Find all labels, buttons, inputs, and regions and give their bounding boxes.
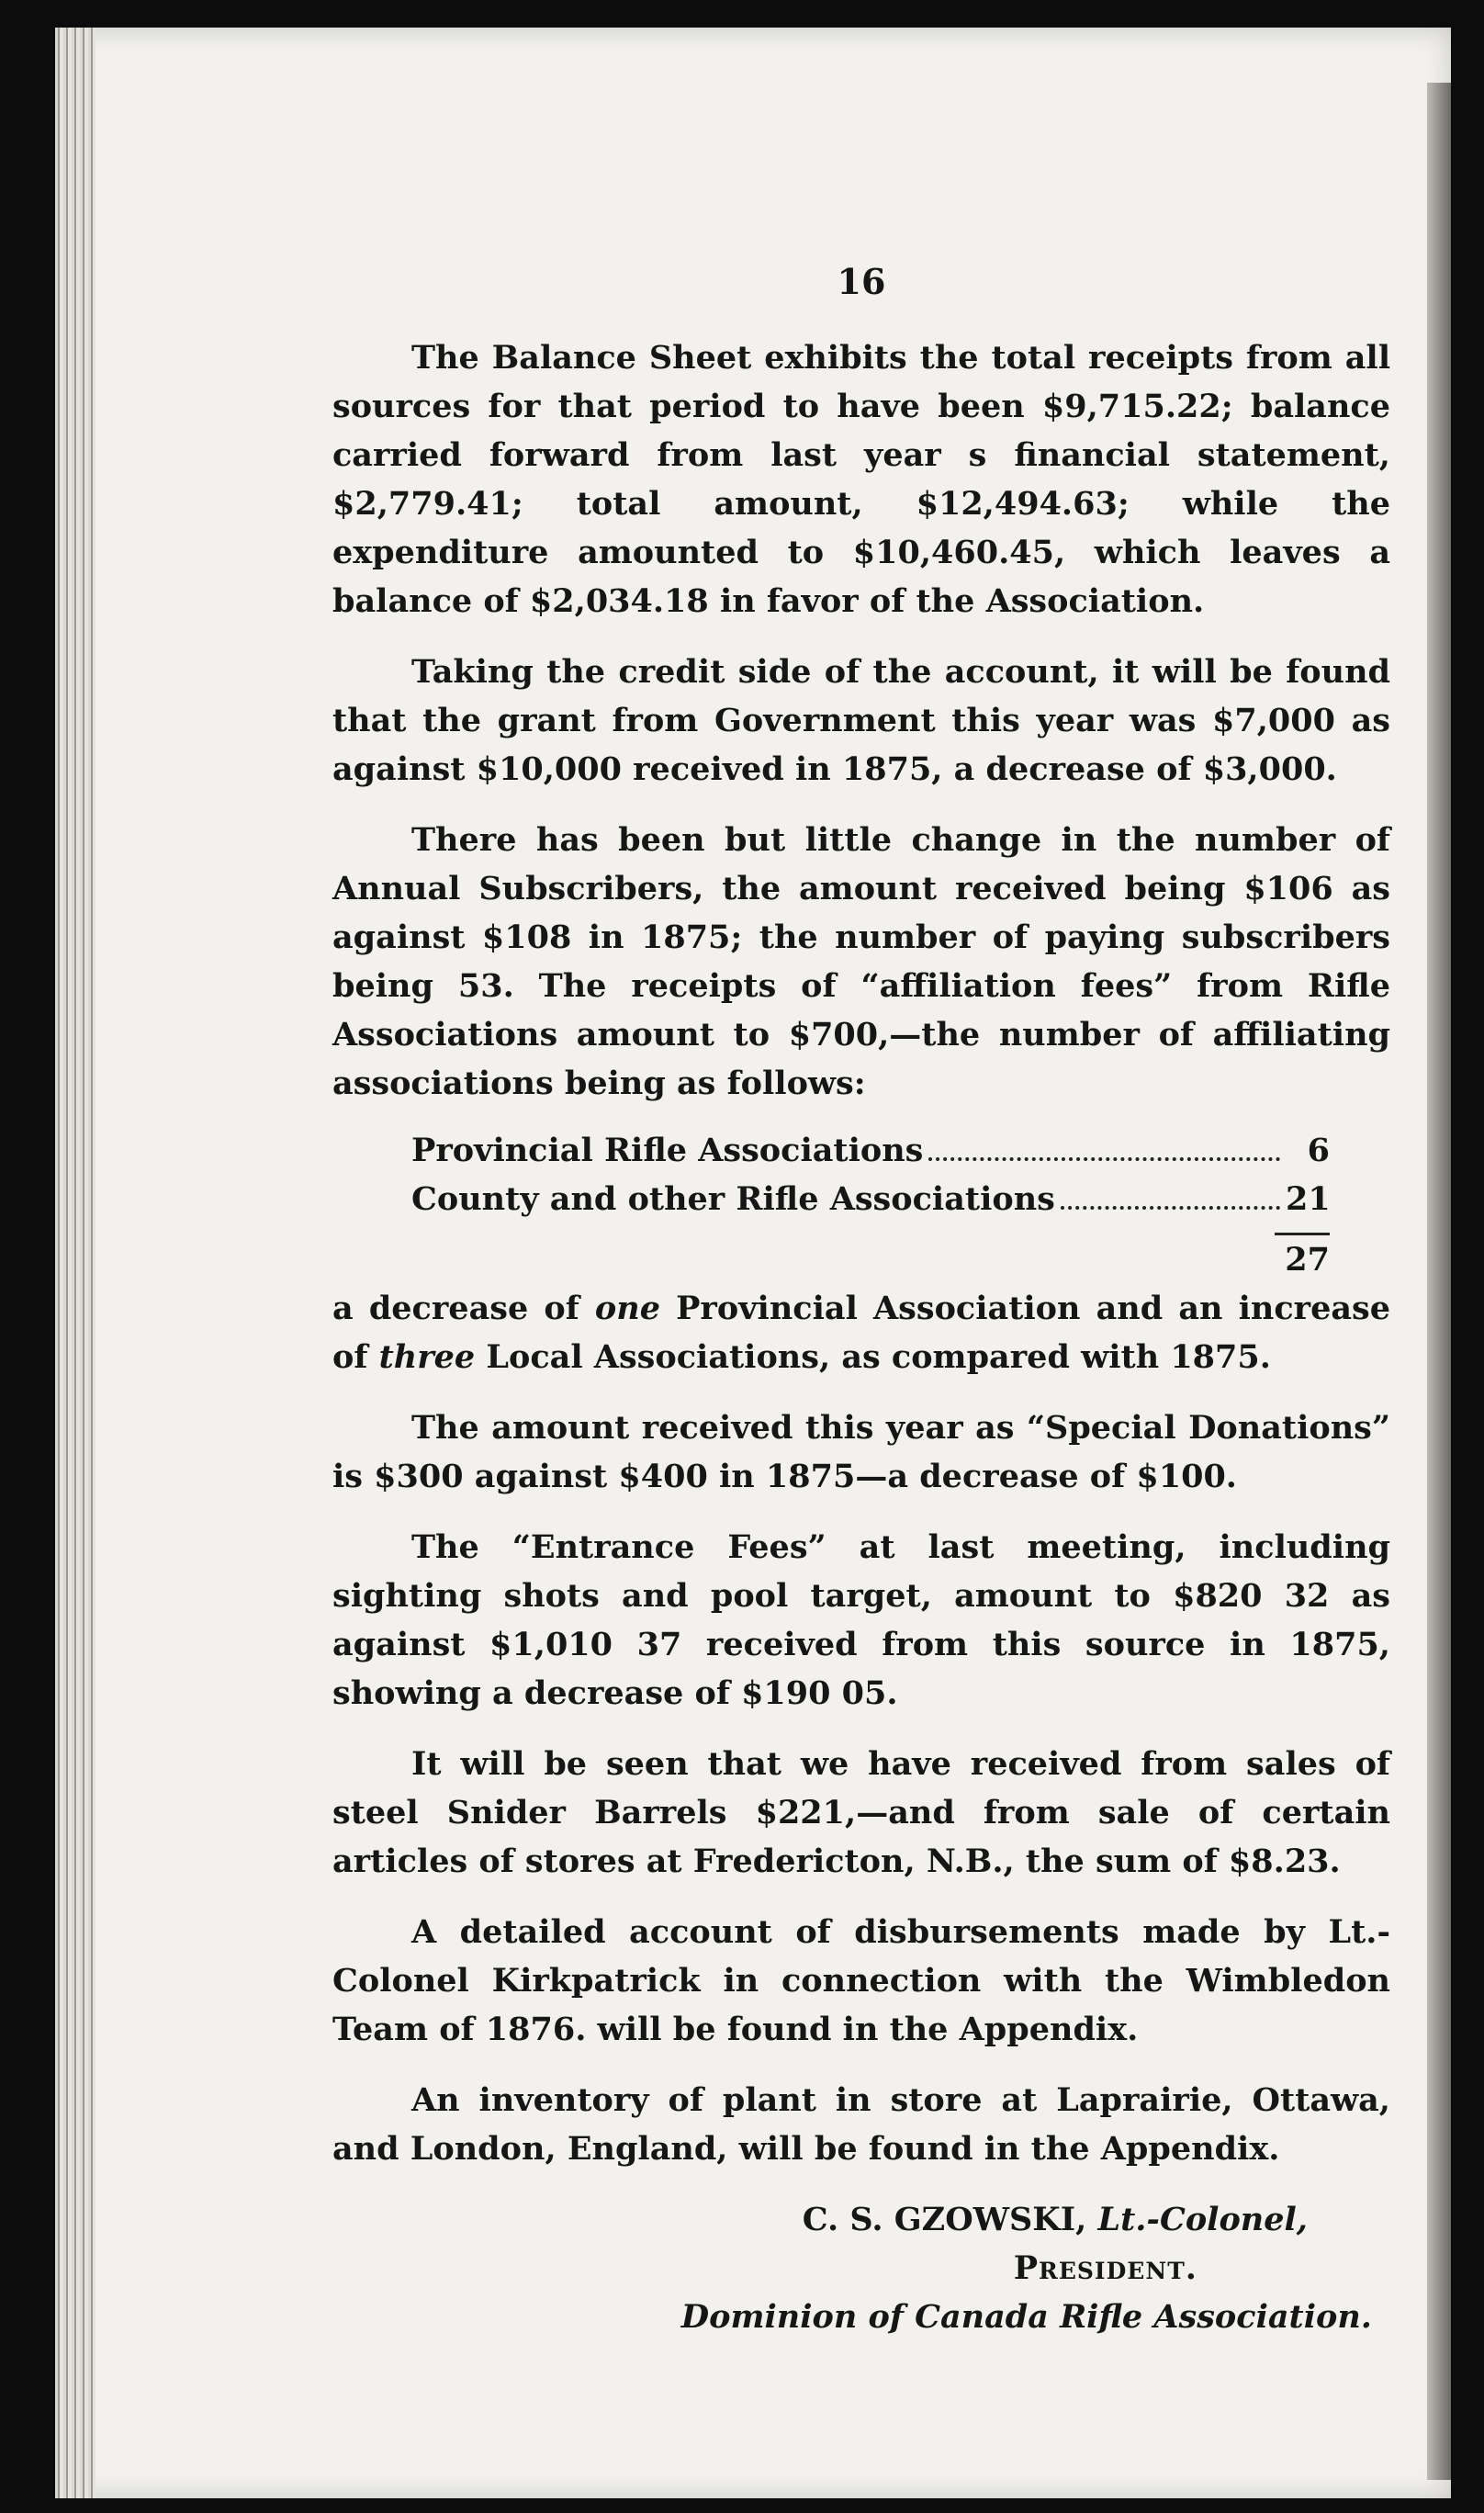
associations-list xyxy=(411,1126,1330,1235)
page-edge-shadow xyxy=(1427,83,1451,2480)
organization-name: Dominion of Canada Rifle Association. xyxy=(680,2298,1372,2336)
dot-leader xyxy=(928,1157,1280,1161)
association-count: 21 xyxy=(1286,1180,1331,1218)
text-run: a decrease of xyxy=(332,1290,579,1327)
signatory-name: C. S. GZOWSKI, xyxy=(802,2201,1087,2238)
list-item xyxy=(411,1175,1330,1223)
signatory-rank: Lt.-Colonel, xyxy=(1097,2201,1308,2238)
book-binding-edge xyxy=(55,28,96,2498)
association-label: County and other Rifle Associations xyxy=(411,1180,1055,1218)
paragraph-decrease-increase xyxy=(332,1284,1390,1381)
text-run: Provincial Association and an increase of xyxy=(332,1290,1390,1376)
association-count: 6 xyxy=(1307,1132,1330,1169)
signature-block xyxy=(332,2195,1390,2341)
paragraph-disbursements: A detailed account of disbursements made by Lt.-Colonel Kirkpatrick in connection with the Wimbledon Team of 1876. will be found in the Appendix. xyxy=(332,1913,1390,2048)
association-label: Provincial Rifle Associations xyxy=(411,1132,924,1169)
paragraph-balance-sheet: The Balance Sheet exhibits the total receipts from all sources for that period to have been $9,715.22; balance carried forward from last year s financial statement, $2,779.41; total amount, $12,494.63; while the expenditure amounted to $10,460.45, which leaves a balance of $2,034.18 in favor of the Association. xyxy=(332,339,1390,620)
signatory-title: President. xyxy=(1013,2249,1197,2287)
paragraph-inventory: An inventory of plant in store at Laprairie, Ottawa, and London, England, will be found in the Appendix. xyxy=(332,2081,1390,2168)
scanned-page xyxy=(55,28,1451,2498)
page-text xyxy=(332,257,1390,2341)
paragraph-subscribers: There has been but little change in the number of Annual Subscribers, the amount received being $106 as against $108 in 1875; the number of paying subscribers being 53. The receipts of “affiliation fees” from Rifle Associations amount to $700,—the number of affiliating associations being as follows: xyxy=(332,821,1390,1102)
paragraph-credit-side: Taking the credit side of the account, it will be found that the grant from Government this year was $7,000 as against $10,000 received in 1875, a decrease of $3,000. xyxy=(332,653,1390,788)
text-run: Local Associations, as compared with 1875. xyxy=(486,1338,1271,1376)
paragraph-snider-barrels: It will be seen that we have received from sales of steel Snider Barrels $221,—and from sale of certain articles of stores at Fredericton, N.B., the sum of $8.23. xyxy=(332,1745,1390,1880)
italic-word: three xyxy=(378,1338,476,1376)
paragraph-special-donations: The amount received this year as “Special Donations” is $300 against $400 in 1875—a decrease of $100. xyxy=(332,1409,1390,1495)
signatory-line xyxy=(332,2195,1390,2244)
page-number: 16 xyxy=(837,261,886,302)
italic-word: one xyxy=(594,1290,660,1327)
paragraph-entrance-fees: The “Entrance Fees” at last meeting, including sighting shots and pool target, amount to $820 32 as against $1,010 37 received from this source in 1875, showing a decrease of $190 05. xyxy=(332,1528,1390,1712)
associations-total: 27 xyxy=(1285,1241,1330,1279)
dot-leader xyxy=(1061,1206,1280,1210)
list-item xyxy=(411,1126,1330,1175)
